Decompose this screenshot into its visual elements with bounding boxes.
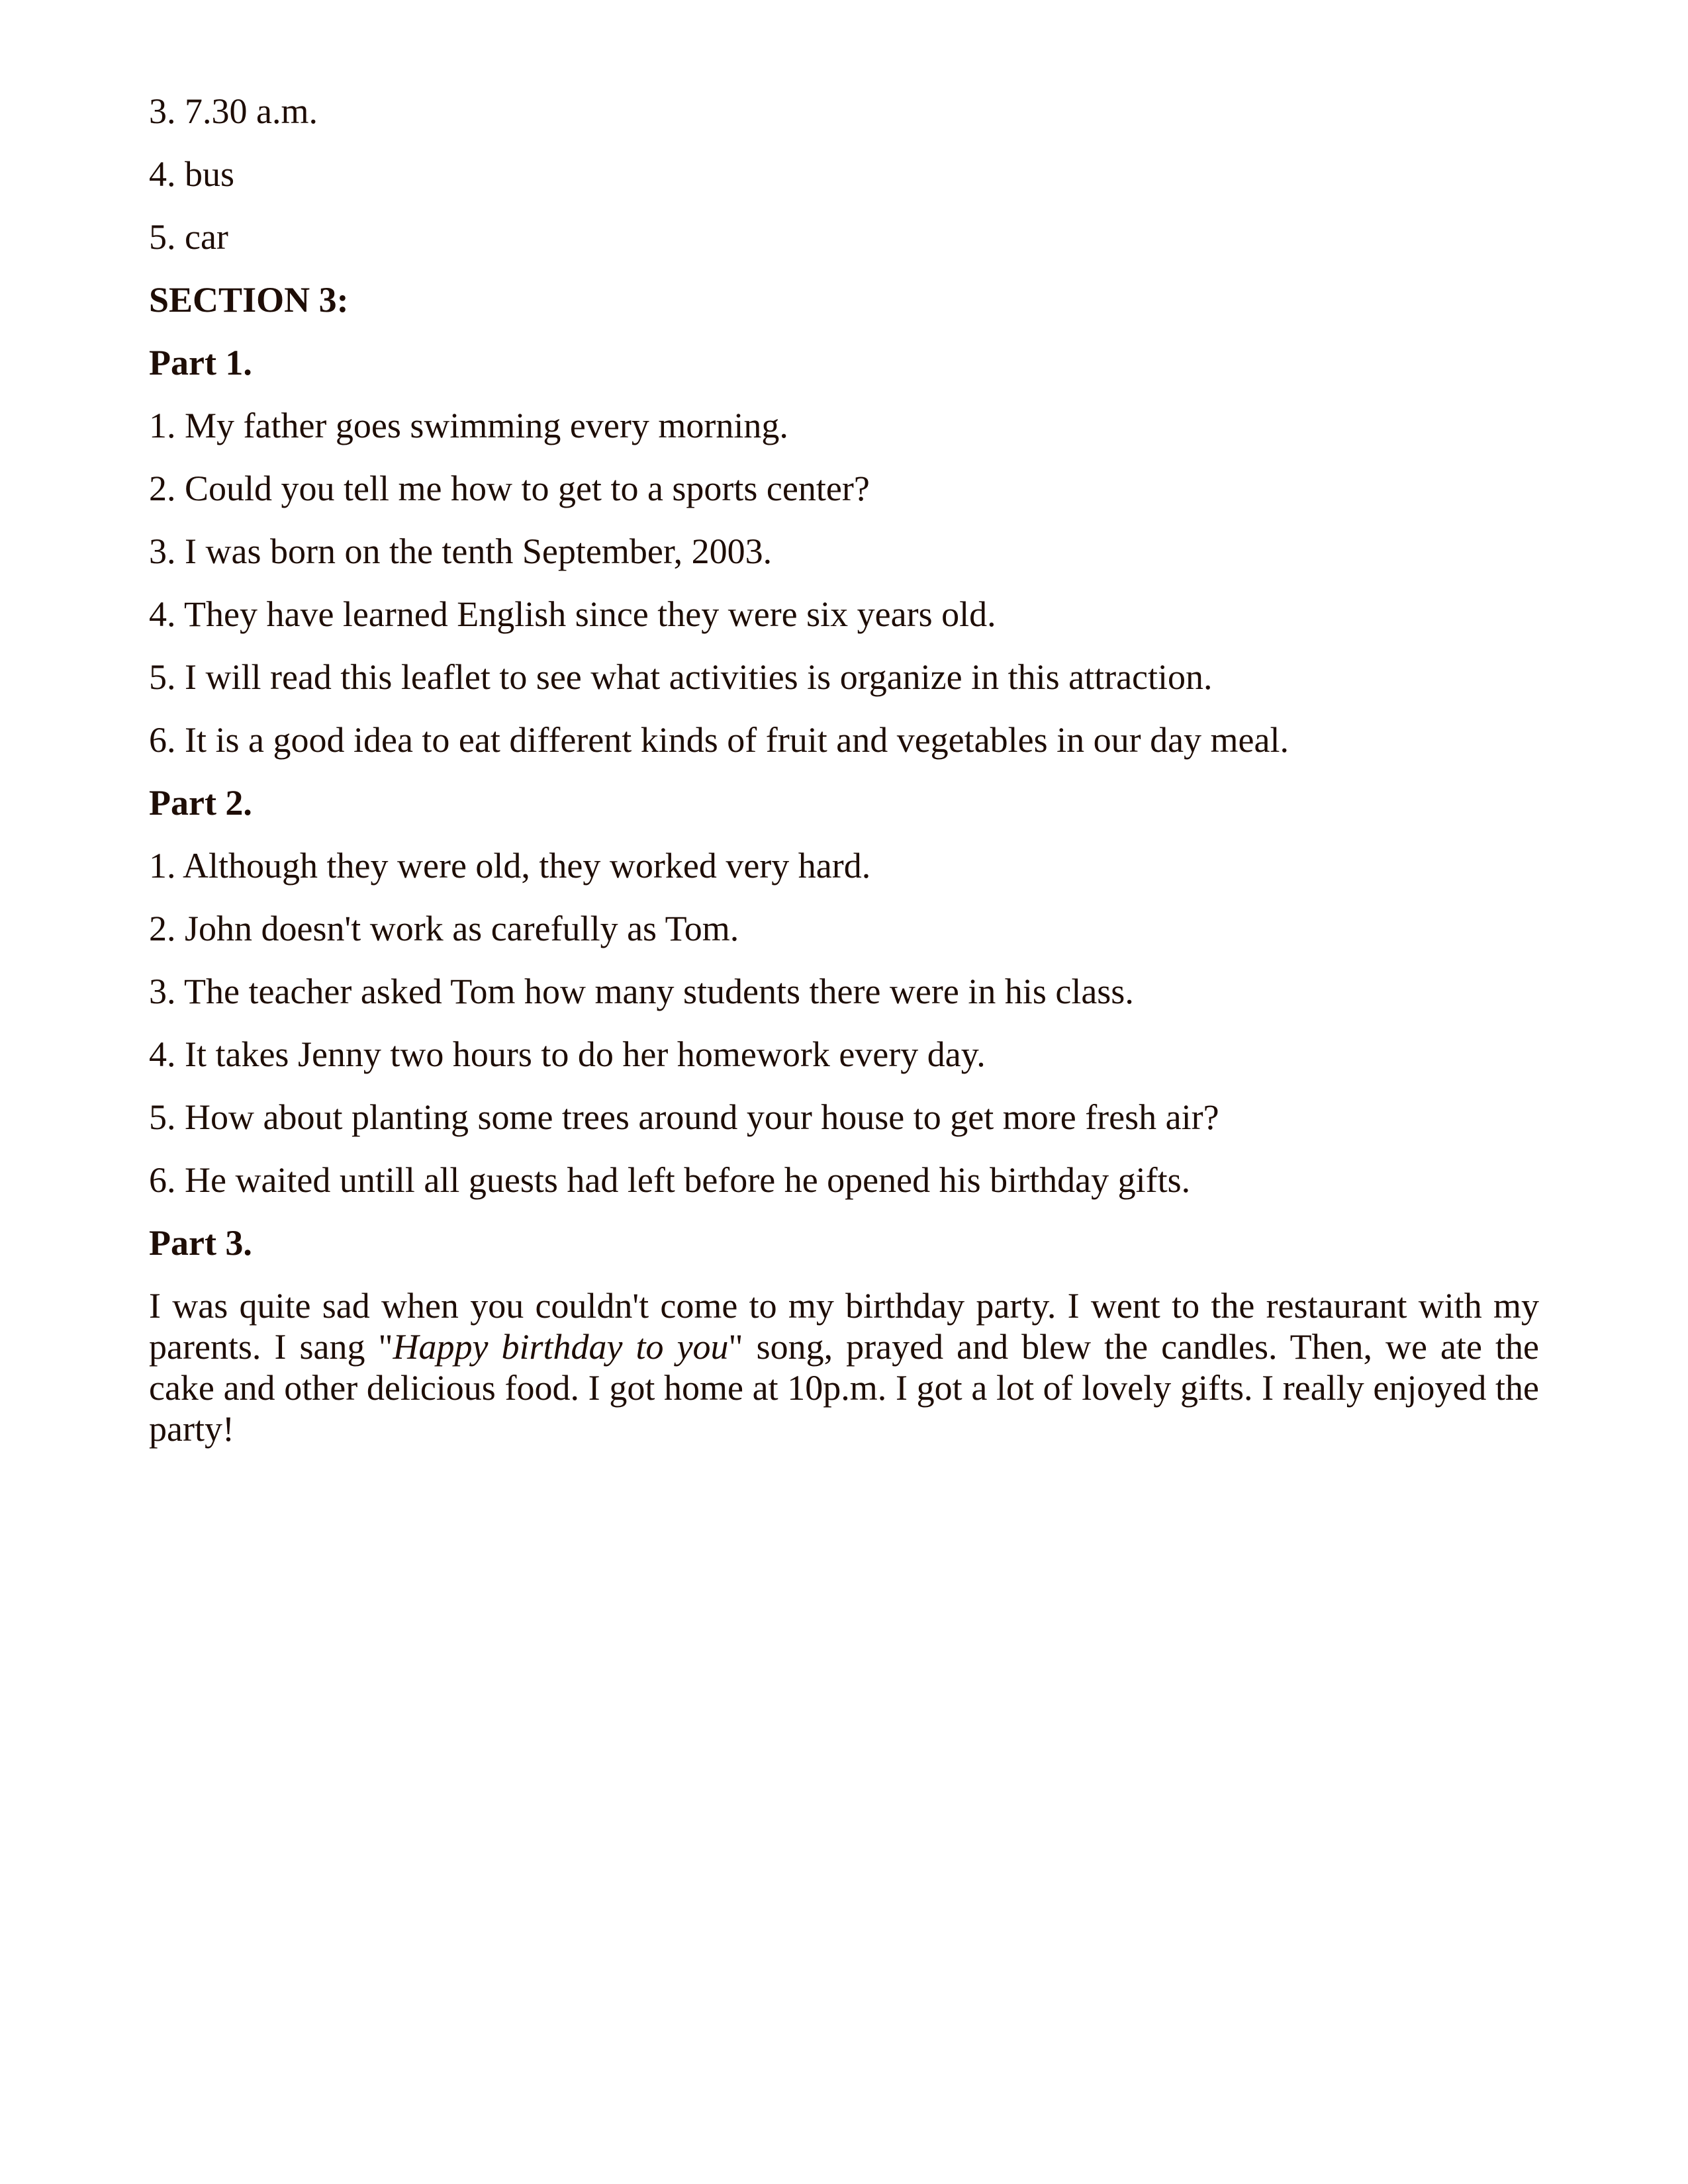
part2-heading: Part 2. (149, 783, 252, 823)
part1-item: 2. Could you tell me how to get to a sports center? (149, 469, 870, 508)
answer-item: 4. bus (149, 154, 235, 194)
paragraph-run: " song, prayed and blew the candles. Then, we ate the cake and other delicious food. I got home at 10p.m. I got a lot of lovely gifts. I really enjoyed the party! (149, 1327, 1539, 1449)
part2-item: 4. It takes Jenny two hours to do her homework every day. (149, 1034, 986, 1074)
paragraph-run: I was quite sad when you couldn't come to my birthday party. I went to the restaurant with my parents. I sang " (149, 1286, 1539, 1367)
part2-item: 6. He waited untill all guests had left before he opened his birthday gifts. (149, 1160, 1191, 1200)
part2-item: 1. Although they were old, they worked very hard. (149, 846, 871, 886)
part3-heading: Part 3. (149, 1223, 252, 1263)
part3-paragraph (149, 1285, 1539, 1449)
part2-item: 3. The teacher asked Tom how many students there were in his class. (149, 972, 1134, 1011)
part1-item: 4. They have learned English since they were six years old. (149, 594, 996, 634)
part1-item: 5. I will read this leaflet to see what activities is organize in this attraction. (149, 657, 1213, 697)
part1-item: 6. It is a good idea to eat different kinds of fruit and vegetables in our day meal. (149, 720, 1289, 760)
part1-heading: Part 1. (149, 343, 252, 383)
paragraph-run-italic: Happy birthday to you (393, 1327, 729, 1367)
answer-item: 3. 7.30 a.m. (149, 91, 318, 131)
part2-item: 2. John doesn't work as carefully as Tom. (149, 909, 739, 948)
part1-item: 1. My father goes swimming every morning. (149, 406, 788, 445)
part1-item: 3. I was born on the tenth September, 2003. (149, 531, 773, 571)
part2-item: 5. How about planting some trees around your house to get more fresh air? (149, 1097, 1219, 1137)
answer-item: 5. car (149, 217, 228, 257)
section-heading: SECTION 3: (149, 280, 349, 320)
